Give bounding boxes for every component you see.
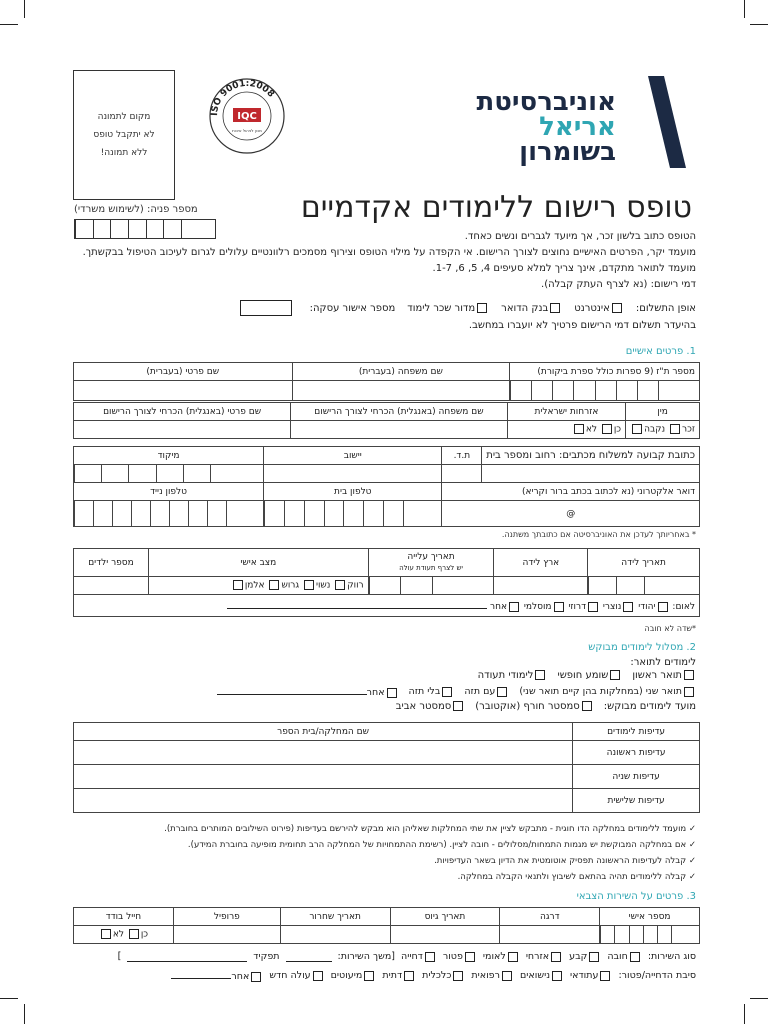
logo-line-2: אריאל bbox=[539, 112, 616, 142]
aliyah-date-label: תאריך עלייה יש לצרף תעודת עולה bbox=[368, 549, 494, 577]
mil-input[interactable] bbox=[500, 926, 600, 944]
intro-line: הטופס כתוב בלשון זכר, אך מיועד לגברים ונשים כאחד. bbox=[464, 231, 696, 242]
pref-label: עדיפות שניה bbox=[573, 765, 700, 789]
checkbox[interactable] bbox=[550, 303, 560, 313]
intro-line: מועמד לתואר מתקדם, אינך צריך למלא סעיפים 4, 5, 6, 1-7. bbox=[432, 263, 696, 274]
section-1-title: 1. פרטים אישיים bbox=[625, 346, 696, 357]
start-row: מועד לימודים מבוקש: סמסטר חורף (אוקטובר) סמסטר אביב bbox=[395, 701, 696, 712]
intro-line: מועמד יקר, הפרטים האישיים נחוצים לצורך הרישום. אי הקפדה על מילוי הטופס וצירוף מסמכים רלוונטיים עלולים לגרום לעיכוב הטיפול בבקשתך. bbox=[82, 247, 696, 258]
zip-input[interactable] bbox=[74, 465, 264, 483]
gender-label: מין bbox=[626, 403, 700, 421]
address-input[interactable] bbox=[482, 465, 700, 483]
mil-input[interactable] bbox=[390, 926, 500, 944]
payment-method-row bbox=[70, 300, 696, 316]
iso-sub: מכון לניהול איכות bbox=[232, 128, 262, 133]
degree-label: לימודים לתואר: bbox=[630, 657, 696, 668]
photo-text: לא יתקבל טופס bbox=[93, 130, 155, 140]
payment-option[interactable]: מדור שכר לימוד bbox=[407, 303, 489, 314]
birth-country-input[interactable] bbox=[494, 577, 588, 595]
checkbox[interactable] bbox=[477, 303, 487, 313]
mil-input[interactable] bbox=[280, 926, 390, 944]
city-label: יישוב bbox=[264, 447, 442, 465]
logo-mark-icon bbox=[628, 72, 688, 172]
pref-input[interactable] bbox=[74, 789, 573, 813]
mobile-input[interactable] bbox=[74, 501, 264, 527]
mil-col: דרגה bbox=[500, 908, 600, 926]
nationality-field[interactable]: לאום: יהודי נוצרי דרוזי מוסלמי אחר bbox=[74, 595, 700, 617]
approval-label: מספר אישור עסקה: bbox=[309, 302, 396, 314]
mil-col: פרופיל bbox=[173, 908, 280, 926]
address-label: כתובת קבועה למשלוח מכתבים: רחוב ומספר בית bbox=[482, 447, 700, 465]
photo-placeholder bbox=[73, 70, 175, 200]
mil-col: מספר אישי bbox=[600, 908, 700, 926]
crop-mark bbox=[24, 0, 25, 18]
birth-table bbox=[73, 548, 700, 617]
last-name-he-label: שם משפחה (בעברית) bbox=[292, 363, 510, 381]
photo-text: ללא תמונה! bbox=[100, 148, 148, 158]
email-note: * באחריותך לעדכן את האוניברסיטה אם כתובתך משתנה. bbox=[501, 530, 696, 539]
degree-row-1: תואר ראשון שומע חופשי לימודי תעודה bbox=[478, 670, 696, 681]
id-label: מספר ת"ז (9 ספרות כולל ספרת ביקורת) bbox=[510, 363, 700, 381]
photo-text: מקום לתמונה bbox=[97, 112, 151, 122]
last-name-he-input[interactable] bbox=[292, 381, 510, 401]
last-name-en-input[interactable] bbox=[291, 421, 508, 439]
intro-line: דמי רישום: (נא לצרף העתק קבלה). bbox=[541, 279, 696, 290]
email-input[interactable] bbox=[442, 501, 700, 527]
po-box-label: ת.ד. bbox=[442, 447, 482, 465]
reason-row: סיבת הדחייה/פטור: עתודאי נישואים רפואית כלכלית דתית מיעוטים עולה חדש אחר bbox=[171, 969, 696, 982]
citizenship-field[interactable]: כן לא bbox=[507, 421, 625, 439]
iso-text: ISO 9001:2008 bbox=[209, 78, 276, 117]
gender-field[interactable]: זכר נקבה bbox=[626, 421, 700, 439]
check-note: ✓ מועמד ללימודים במחלקה הדו חוגית - מתבקש לציין את שתי המחלקות שאליהן הוא מבקש להירשם בעדיפות (פירוט השילובים המותרים בחוברת). bbox=[164, 824, 696, 834]
pref-label: עדיפות ראשונה bbox=[573, 741, 700, 765]
mil-col: תאריך גיוס bbox=[390, 908, 500, 926]
first-name-he-label: שם פרטי (בעברית) bbox=[74, 363, 293, 381]
service-type-row: סוג השירות: חובה קבע אזרחי לאומי פטור דחייה [משך השירות: תפקיד ] bbox=[117, 951, 696, 962]
section-2-title: 2. מסלול לימודים מבוקש bbox=[588, 642, 696, 653]
pref-input[interactable] bbox=[74, 741, 573, 765]
pref-label: עדיפות שלישית bbox=[573, 789, 700, 813]
email-label: דואר אלקטרוני (נא לכתוב בכתב ברור וקריא) bbox=[442, 483, 700, 501]
crop-mark bbox=[744, 1004, 745, 1024]
mil-input[interactable] bbox=[600, 926, 700, 944]
personal-details-table-2 bbox=[73, 402, 700, 439]
payment-option[interactable]: אינטרנט bbox=[574, 303, 624, 314]
iso-badge: IQC bbox=[237, 111, 257, 122]
military-table bbox=[73, 907, 700, 944]
pref-input[interactable] bbox=[74, 765, 573, 789]
payment-option[interactable]: בנק הדואר bbox=[501, 303, 562, 314]
home-phone-input[interactable] bbox=[264, 501, 442, 527]
page-title: טופס רישום ללימודים אקדמיים bbox=[300, 190, 692, 225]
payment-label: אופן התשלום: bbox=[635, 302, 696, 314]
id-input[interactable] bbox=[510, 381, 700, 401]
mil-col: תאריך שחרור bbox=[280, 908, 390, 926]
crop-mark bbox=[0, 998, 18, 999]
crop-mark bbox=[0, 24, 18, 25]
iso-seal-icon bbox=[207, 76, 287, 156]
crop-mark bbox=[750, 24, 768, 25]
lone-soldier-field[interactable]: כן לא bbox=[74, 926, 174, 944]
mobile-label: טלפון נייד bbox=[74, 483, 264, 501]
university-logo bbox=[476, 68, 698, 188]
checkbox[interactable] bbox=[612, 303, 622, 313]
marital-field[interactable]: רווק נשוי גרוש אלמן bbox=[148, 577, 368, 595]
approval-number-input[interactable] bbox=[240, 300, 292, 316]
crop-mark bbox=[744, 0, 745, 18]
personal-details-table bbox=[73, 362, 700, 401]
children-label: מספר ילדים bbox=[74, 549, 149, 577]
at-sign: @ bbox=[566, 508, 576, 519]
first-name-en-label: שם פרטי (באנגלית) הכרחי לצורך הרישום bbox=[74, 403, 291, 421]
payment-note: בהיעדר תשלום דמי הרישום פרטיך לא יועברו במחשב. bbox=[468, 320, 696, 331]
logo-line-1: אוניברסיטת bbox=[476, 87, 616, 117]
form-page bbox=[70, 64, 700, 994]
crop-mark bbox=[750, 998, 768, 999]
office-use-label: מספר פניה: (לשימוש משרדי) bbox=[74, 204, 198, 215]
city-input[interactable] bbox=[264, 465, 442, 483]
logo-line-3: בשומרון bbox=[519, 137, 616, 167]
check-note: ✓ אם במחלקה המבוקשת יש מגמות התמחות/מסלולים - חובה לציין. (רשימת ההתמחויות של המחלקה הרב תחומית מופיעה בחוברת המידע). bbox=[187, 840, 696, 850]
birth-date-input[interactable] bbox=[588, 577, 700, 595]
first-name-en-input[interactable] bbox=[74, 421, 291, 439]
birth-date-label: תאריך לידה bbox=[588, 549, 700, 577]
po-box-input[interactable] bbox=[442, 465, 482, 483]
degree-row-2: תואר שני (במחלקות בהן קיים תואר שני) עם תזה בלי תזה אחר bbox=[217, 685, 696, 698]
section-3-title: 3. פרטים על השירות הצבאי bbox=[576, 891, 696, 902]
marital-label: מצב אישי bbox=[148, 549, 368, 577]
first-name-he-input[interactable] bbox=[74, 381, 293, 401]
children-input[interactable] bbox=[74, 577, 149, 595]
citizenship-label: אזרחות ישראלית bbox=[507, 403, 625, 421]
zip-label: מיקוד bbox=[74, 447, 264, 465]
check-note: ✓ קבלה ללימודים תהיה בהתאם לשיבוץ ולתנאי הקבלה במחלקה. bbox=[457, 872, 696, 882]
logo-text bbox=[476, 87, 616, 167]
pref-header: עדיפות לימודים bbox=[573, 723, 700, 741]
preferences-table bbox=[73, 722, 700, 813]
intro-text bbox=[76, 229, 696, 293]
crop-mark bbox=[24, 1004, 25, 1024]
check-note: ✓ קבלה לעדיפות הראשונה תפסיק אוטומטית את הדיון בשאר העדיפויות. bbox=[434, 856, 696, 866]
address-table bbox=[73, 446, 700, 527]
mil-input[interactable] bbox=[173, 926, 280, 944]
dept-header: שם המחלקה/בית הספר bbox=[74, 723, 573, 741]
mil-col: חייל בודד bbox=[74, 908, 174, 926]
optional-note: *שדה לא חובה bbox=[644, 624, 696, 633]
last-name-en-label: שם משפחה (באנגלית) הכרחי לצורך הרישום bbox=[291, 403, 508, 421]
home-phone-label: טלפון בית bbox=[264, 483, 442, 501]
aliyah-date-input[interactable] bbox=[368, 577, 494, 595]
birth-country-label: ארץ לידה bbox=[494, 549, 588, 577]
